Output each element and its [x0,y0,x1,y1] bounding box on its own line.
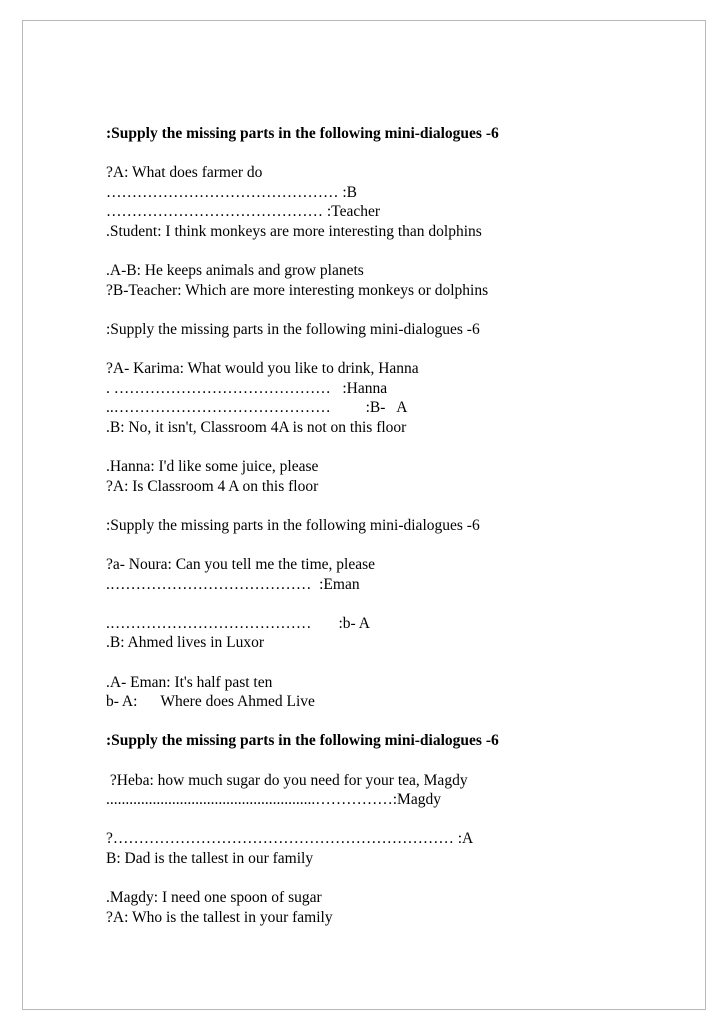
section-heading: :Supply the missing parts in the following mini-dialogues -6 [106,516,480,534]
dialogue-line: ......................................................……………:Magdy [106,791,441,809]
dialogue-line: .A-B: He keeps animals and grow planets [106,262,364,280]
dialogue-line: .………………………………… :b- A [106,614,370,632]
dialogue-line: ?B-Teacher: Which are more interesting monkeys or dolphins [106,281,489,299]
document-content [106,124,706,927]
section-heading: :Supply the missing parts in the following mini-dialogues -6 [106,320,480,338]
dialogue-line: ?………………………………………………………… :A [106,830,474,848]
dialogue-line: ?A- Karima: What would you like to drink, Hanna [106,360,419,378]
dialogue-line: ?Heba: how much sugar do you need for your tea, Magdy [106,771,468,789]
dialogue-line: B: Dad is the tallest in our family [106,849,314,867]
dialogue-line: .Student: I think monkeys are more interesting than dolphins [106,222,482,240]
dialogue-line: …………………………………… :Teacher [106,203,380,221]
dialogue-line: ..…………………………………… :B- A [106,399,408,417]
dialogue-line: .B: No, it isn't, Classroom 4A is not on this floor [106,418,407,436]
dialogue-line: .Hanna: I'd like some juice, please [106,458,319,476]
dialogue-line: ?A: What does farmer do [106,164,263,182]
dialogue-line: ?A: Is Classroom 4 A on this floor [106,477,319,495]
dialogue-line: .Magdy: I need one spoon of sugar [106,889,322,907]
dialogue-line: b- A: Where does Ahmed Live [106,693,315,711]
document-page [22,20,706,1010]
dialogue-line: .A- Eman: It's half past ten [106,673,273,691]
dialogue-line: ……………………………………… :B [106,183,358,201]
dialogue-line: ?A: Who is the tallest in your family [106,908,333,926]
dialogue-line: ?a- Noura: Can you tell me the time, please [106,556,376,574]
section-heading: :Supply the missing parts in the following mini-dialogues -6 [106,732,499,750]
dialogue-line: .………………………………… :Eman [106,575,360,593]
section-heading: :Supply the missing parts in the following mini-dialogues -6 [106,125,499,142]
dialogue-line: .B: Ahmed lives in Luxor [106,634,265,652]
dialogue-line: . …………………………………… :Hanna [106,379,388,397]
